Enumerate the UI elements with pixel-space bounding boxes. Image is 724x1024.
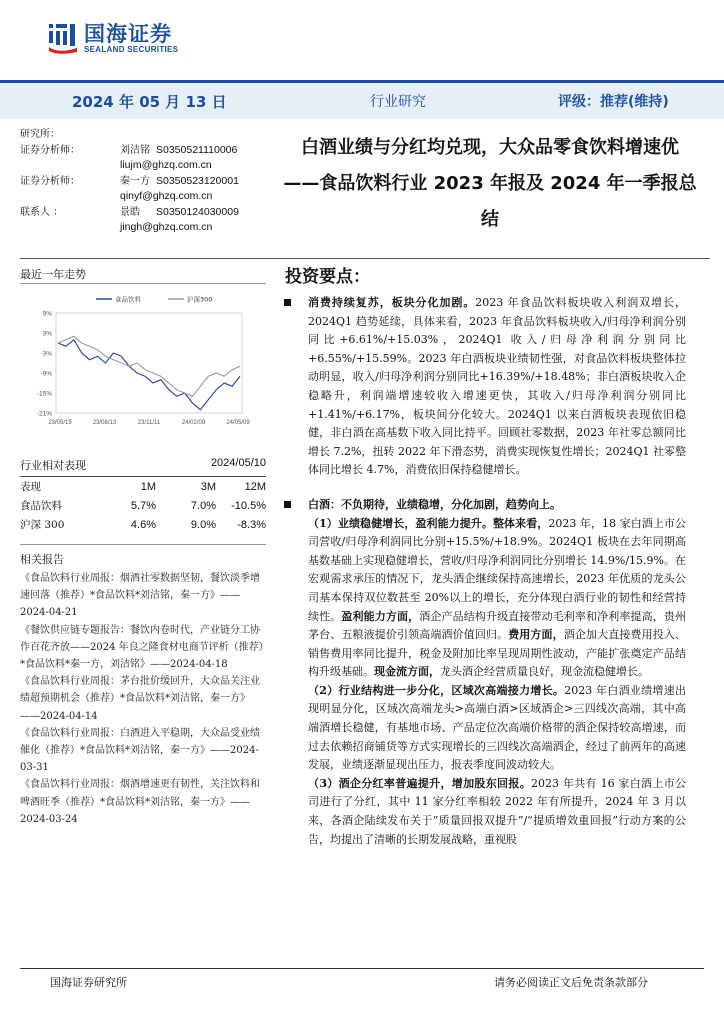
performance-heading: 行业相对表现 — [20, 459, 86, 472]
table-cell: 食品饮料 — [20, 500, 62, 512]
legend-label: 食品饮料 — [115, 295, 141, 304]
key-point-2a — [284, 515, 686, 682]
table-cell: 4.6% — [130, 518, 156, 531]
sub-point-text: 2023 年共有 16 家白酒上市公司进行了分红，其中 11 家分红率相较 2022 年有所提升，2024 年 3 月以来，各酒企陆续发布关于“质量回报双提升”/“提质增效重回报”行动方案的公告，均提出了清晰的长期发展战略，重视股 — [308, 776, 686, 846]
key-point-bold: 白酒：不负期待，业绩稳增，分化加剧，趋势向上。 — [308, 497, 561, 511]
sub-point-bold: （3）酒企分红率普遍提升，增加股东回报。 — [308, 776, 532, 790]
analyst-info — [20, 127, 270, 236]
key-points-heading: 投资要点： — [285, 267, 370, 287]
column-header: 12M — [244, 480, 266, 493]
analyst-role: 证券分析师： — [20, 175, 80, 187]
analyst-name: 秦一方 — [120, 175, 150, 187]
sub-point-text: 酒企产品结构升级直接带动毛利率和净利率提高，贵州茅台、五粮液提价引领高端酒价值回归。 — [308, 609, 687, 642]
x-tick-label: 23/05/15 — [48, 420, 72, 426]
report-rating: 评级：推荐(维持) — [558, 94, 669, 110]
sub-point-bold: 费用方面， — [508, 628, 564, 642]
sub-point-text: 龙头酒企经营质量良好，现金流稳健增长。 — [440, 665, 649, 679]
x-tick-label: 23/08/13 — [92, 420, 117, 426]
report-link[interactable]: 《餐饮供应链专题报告：餐饮内卷时代，产业链分工协作百花齐放——2024 年良之隆食材电商节评析（推荐）*食品饮料*秦一方，刘洁铭》——2024-04-18 — [20, 624, 264, 671]
reports-heading: 相关报告 — [20, 553, 64, 566]
report-title — [270, 130, 710, 238]
section-divider — [20, 258, 710, 259]
analyst-email-row — [20, 189, 270, 205]
analyst-email[interactable]: qinyf@ghzq.com.cn — [120, 190, 213, 202]
sub-point-text: 酒企加大直接费用投入、销售费用率同比提升，税金及附加比率呈现周期性波动，产能扩张奠定产品结构升级基础。 — [308, 628, 687, 679]
reports-divider-top — [20, 544, 266, 545]
analyst-row — [20, 205, 270, 221]
y-tick-label: -9% — [40, 370, 52, 378]
performance-date: 2024/05/10 — [210, 457, 266, 469]
key-point-1 — [284, 294, 686, 480]
analyst-id: S0350523120001 — [156, 174, 239, 187]
key-points-body — [284, 294, 686, 849]
table-cell: -8.3% — [237, 518, 266, 531]
analyst-email-row — [20, 220, 270, 236]
report-date: 2024 年 05 月 13 日 — [72, 93, 227, 111]
bullet-square-icon — [284, 501, 291, 508]
legend-label: 沪深300 — [187, 295, 213, 304]
key-point-text: 2023 年食品饮料板块收入利润双增长，2024Q1 趋势延续，具体来看，2023 年食品饮料板块收入/归母净利润分别同比+6.61%/+15.03%，2024Q1 收入/归母净利润分别同比+6.55%/+15.59%。2023 年白酒板块业绩韧性强，对食品饮料板块整体拉动明显，收入/归母净利润分别同比+16.39%/+18.48%；非白酒板块收入企稳略升，利润端增速较收入增速更快，其收入/归母净利润分别同比+1.41%/+6.17%，板块间分化较大。2024Q1 以来白酒板块表现依旧稳健，非白酒在高基数下收入同比持平。回顾社零数据，2023 年社零总额同比增长 7.2%，扭转 2022 年下滑态势，消费实现恢复性增长；2024Q1 社零整体同比增长 4.7%，消费依旧保持稳健增长。 — [308, 296, 686, 477]
column-header: 表现 — [20, 481, 41, 493]
y-tick-label: -21% — [36, 410, 52, 418]
title-line-2: ——食品饮料行业 2023 年报及 2024 年一季报总 — [283, 173, 697, 194]
series-line-沪深300 — [58, 336, 240, 396]
sub-point-text: 2023 年，18 家白酒上市公司营收/归母净利润同比分别+15.5%/+18.9%。2024Q1 板块在去年同期高基数基础上实现稳健增长，营收/归母净利润同比分别增长 14.9%/15.9%。在宏观需求承压的情况下，龙头酒企继续保持高速增长，2023 年优质的龙头公司基本保持双位数甚至 20%以上的增长，充分体现白酒行业的韧性和经营持续性。 — [308, 516, 686, 623]
x-tick-label: 23/11/11 — [137, 420, 161, 426]
analyst-id: S0350521110006 — [156, 143, 238, 156]
table-header-row — [20, 477, 266, 496]
analyst-email-row — [20, 158, 270, 174]
report-link[interactable]: 《食品饮料行业周报：烟酒增速更有韧性，关注饮料和啤酒旺季（推荐）*食品饮料*刘洁铭，秦一方》——2024-03-24 — [20, 779, 260, 825]
sub-point-bold: 现金流方面， — [374, 665, 440, 679]
report-link[interactable]: 《食品饮料行业周报：茅台批价缓回升，大众品关注业绩超预期机会（推荐）*食品饮料*刘洁铭，秦一方》——2024-04-14 — [20, 676, 260, 722]
analyst-name: 景皓 — [120, 206, 140, 218]
table-cell: -10.5% — [231, 499, 266, 512]
column-header: 3M — [200, 480, 216, 493]
performance-header — [20, 457, 266, 477]
trend-label: 最近一年走势 — [20, 268, 86, 281]
table-cell: 7.0% — [190, 499, 216, 512]
key-point-2b — [284, 682, 686, 775]
sub-point-bold: 盈利能力方面， — [341, 609, 420, 623]
footer-source: 国海证券研究所 — [50, 976, 127, 989]
trend-divider — [20, 283, 266, 284]
plot-frame — [56, 313, 242, 413]
sub-point-bold: （2）行业结构进一步分化，区域次高端接力增长。 — [308, 683, 565, 697]
table-cell: 5.7% — [130, 499, 156, 512]
key-point-2c — [284, 775, 686, 849]
related-reports — [20, 570, 266, 828]
footer-disclaimer: 请务必阅读正文后免责条款部分 — [494, 976, 648, 989]
sub-point-bold: （1）业绩稳健增长，盈利能力提升。整体来看， — [308, 516, 549, 530]
analyst-heading: 研究所： — [20, 129, 60, 140]
x-tick-label: 24/05/09 — [226, 420, 250, 426]
analyst-role: 证券分析师： — [20, 144, 80, 156]
sealand-logo-icon — [48, 22, 78, 54]
table-cell: 9.0% — [190, 518, 216, 531]
brand-name-en: SEALAND SECURITIES — [84, 44, 179, 54]
key-point-2 — [284, 496, 686, 515]
y-tick-label: -3% — [40, 350, 52, 358]
trend-chart — [18, 287, 256, 447]
brand-logo — [48, 22, 178, 54]
analyst-role: 联系人 ： — [20, 206, 64, 218]
report-banner — [0, 83, 724, 119]
analyst-name: 刘洁铭 — [120, 144, 150, 156]
column-header: 1M — [140, 480, 156, 493]
y-tick-label: -15% — [36, 390, 52, 398]
key-point-bold: 消费持续复苏，板块分化加剧。 — [308, 296, 476, 309]
analyst-row — [20, 143, 270, 159]
analyst-row — [20, 174, 270, 190]
table-row — [20, 515, 266, 534]
y-tick-label: 3% — [42, 330, 52, 338]
report-category: 行业研究 — [370, 94, 426, 110]
x-tick-label: 24/02/09 — [181, 420, 206, 426]
analyst-id: S0350124030009 — [156, 205, 239, 218]
sub-point-text: 2023 年白酒业绩增速出现明显分化，区域次高端龙头>高端白酒>区域酒企>三四线次高端，其中高端酒增长稳健，有基地市场、产品定位次高端价格带的酒企保持较高增速，而过去依赖招商铺货等方式实现增长的三四线次高端酒企，经过了前两年的高速发展，业绩逐渐显现出压力，报表季度间波动较大。 — [308, 683, 686, 772]
footer-divider — [20, 968, 704, 969]
analyst-email[interactable]: liujm@ghzq.com.cn — [120, 159, 212, 171]
report-link[interactable]: 《食品饮料行业周报：白酒进入平稳期，大众品受业绩催化（推荐）*食品饮料*刘洁铭，秦一方》——2024-03-31 — [20, 727, 260, 774]
brand-name-cn: 国海证券 — [84, 21, 172, 46]
report-link[interactable]: 《食品饮料行业周报：烟酒社零数据坚韧，餐饮淡季增速回落（推荐）*食品饮料*刘洁铭，秦一方》——2024-04-21 — [20, 573, 260, 619]
bullet-square-icon — [284, 299, 291, 306]
table-row — [20, 496, 266, 515]
title-line-1: 白酒业绩与分红均兑现，大众品零食饮料增速优 — [301, 137, 679, 158]
y-tick-label: 9% — [42, 310, 52, 318]
analyst-email[interactable]: jingh@ghzq.com.cn — [120, 221, 213, 233]
title-line-3: 结 — [481, 209, 499, 230]
table-cell: 沪深 300 — [20, 519, 65, 531]
performance-table — [20, 457, 266, 534]
